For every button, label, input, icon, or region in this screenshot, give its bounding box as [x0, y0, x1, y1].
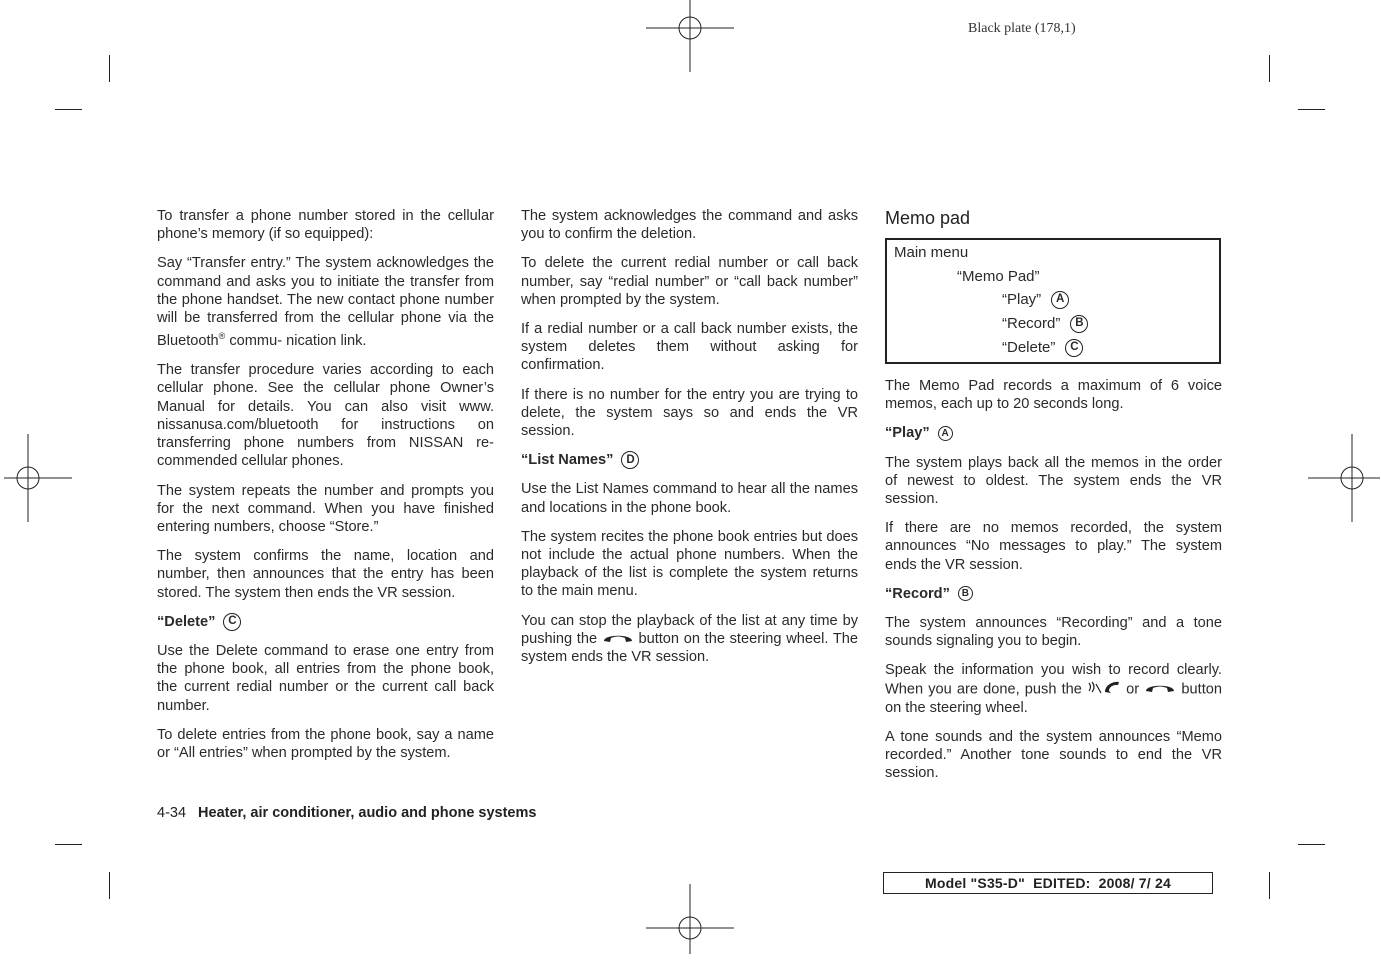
page-number: 4-34 [157, 805, 187, 821]
paragraph: If there is no number for the entry you are trying to delete, the system says so and ends the VR session. [521, 386, 858, 440]
paragraph: The system plays back all the memos in the order of newest to oldest. The system ends the VR session. [885, 454, 1222, 508]
menu-label: “Record” [1002, 315, 1061, 332]
paragraph: The Memo Pad records a maximum of 6 voice memos, each up to 20 seconds long. [885, 378, 1222, 413]
heading-text: “Record” [885, 585, 950, 602]
crop-mark [1298, 109, 1325, 110]
paragraph: If there are no memos recorded, the system announces “No messages to play.” The system ends the VR session. [885, 520, 1222, 573]
column-1 [157, 207, 494, 773]
callout-a-badge: A [1051, 291, 1069, 309]
plate-label: Black plate (178,1) [968, 21, 1076, 36]
paragraph: To delete entries from the phone book, say a name or “All entries” when prompted by the system. [157, 726, 494, 761]
registered-mark: ® [218, 331, 226, 342]
menu-main [894, 244, 968, 262]
paragraph [521, 612, 858, 667]
crop-mark [55, 844, 82, 845]
page-footer [157, 805, 536, 821]
paragraph: The system recites the phone book entries but does not include the actual phone numbers. When the playback of the list is complete the system returns to the main menu. [521, 528, 858, 600]
paragraph: The transfer procedure varies according to each cellular phone. See the cellular phone Owner’s Manual for details. You can also visit www. nissanusa.com/bluetooth for instructions on transferring phone numbers from NISSAN re- commended cellular phones. [157, 362, 494, 470]
paragraph: To transfer a phone number stored in the cellular phone’s memory (if so equipped): [157, 208, 494, 243]
paragraph: A tone sounds and the system announces “Memo recorded.” Another tone sounds to end the VR session. [885, 729, 1222, 782]
paragraph-text: Say “Transfer entry.” The system acknowledges the command and asks you to initiate the transfer from the phone handset. The new contact phone number will be transferred from the cellular phone via the Bluetooth [157, 255, 494, 350]
paragraph: The system announces “Recording” and a tone sounds signaling you to begin. [885, 615, 1222, 650]
callout-b-badge: B [958, 586, 973, 601]
paragraph-text: Speak the information you wish to record clearly. When you are done, push the [885, 662, 1222, 698]
record-heading [885, 585, 1222, 603]
menu-delete [1002, 339, 1083, 357]
callout-c-badge: C [1065, 339, 1083, 357]
crop-mark [109, 55, 110, 82]
model-edited-box [883, 872, 1213, 894]
heading-text: “Delete” [157, 613, 216, 630]
menu-label: “Delete” [1002, 339, 1056, 356]
heading-text: “Play” [885, 425, 930, 442]
paragraph-text: button on the steering wheel. [885, 681, 1222, 716]
callout-c-badge: C [223, 613, 241, 631]
paragraph-text: button on the steering wheel. The system ends the VR session. [521, 630, 858, 666]
menu-tree-box [885, 238, 1221, 364]
menu-label: Main menu [894, 244, 969, 261]
crop-mark [109, 872, 110, 899]
registration-mark-bottom [646, 884, 734, 972]
paragraph [885, 661, 1222, 717]
list-names-heading [521, 451, 858, 469]
column-3 [885, 207, 1222, 794]
callout-d-badge: D [621, 451, 639, 469]
model-edited-text: Model "S35-D" EDITED: 2008/ 7/ 24 [925, 875, 1171, 891]
paragraph: Use the Delete command to erase one entry from the phone book, all entries from the phone book, the current redial number or the current call back number. [157, 642, 494, 714]
menu-label: “Memo Pad” [957, 268, 1040, 285]
play-heading [885, 424, 1222, 442]
paragraph: Use the List Names command to hear all the names and locations in the phone book. [521, 481, 858, 516]
memo-pad-title: Memo pad [885, 208, 971, 228]
registration-mark-top [646, 0, 734, 72]
heading-text: “List Names” [521, 452, 614, 469]
phone-hangup-icon [602, 630, 634, 648]
paragraph: The system repeats the number and prompts you for the next command. When you have finished entering numbers, choose “Store.” [157, 482, 494, 535]
menu-memo-pad [957, 268, 1040, 286]
menu-play [1002, 291, 1069, 309]
paragraph [157, 254, 494, 350]
footer-section-title: Heater, air conditioner, audio and phone systems [198, 805, 537, 821]
callout-b-badge: B [1070, 315, 1088, 333]
paragraph: If a redial number or a call back number exists, the system deletes them without asking for confirmation. [521, 321, 858, 374]
registration-mark-left [0, 434, 72, 522]
menu-label: “Play” [1002, 291, 1042, 308]
menu-record [1002, 315, 1088, 333]
crop-mark [1269, 872, 1270, 899]
phone-hangup-icon [1144, 680, 1176, 698]
talk-phone-icon [1087, 680, 1121, 699]
crop-mark [55, 109, 82, 110]
paragraph: To delete the current redial number or call back number, say “redial number” or “call back number” when prompted by the system. [521, 255, 858, 308]
column-2 [521, 207, 858, 677]
paragraph-text: commu- nication link. [225, 333, 367, 350]
delete-heading [157, 613, 494, 631]
callout-a-badge: A [938, 426, 953, 441]
paragraph-text: You can stop the playback of the list at any time by pushing the [521, 612, 858, 647]
paragraph: The system confirms the name, location and number, then announces that the entry has been stored. The system then ends the VR session. [157, 548, 494, 601]
paragraph: The system acknowledges the command and asks you to confirm the deletion. [521, 208, 858, 243]
paragraph-text: or [1126, 681, 1140, 698]
crop-mark [1269, 55, 1270, 82]
crop-mark [1298, 844, 1325, 845]
registration-mark-right [1308, 434, 1381, 522]
